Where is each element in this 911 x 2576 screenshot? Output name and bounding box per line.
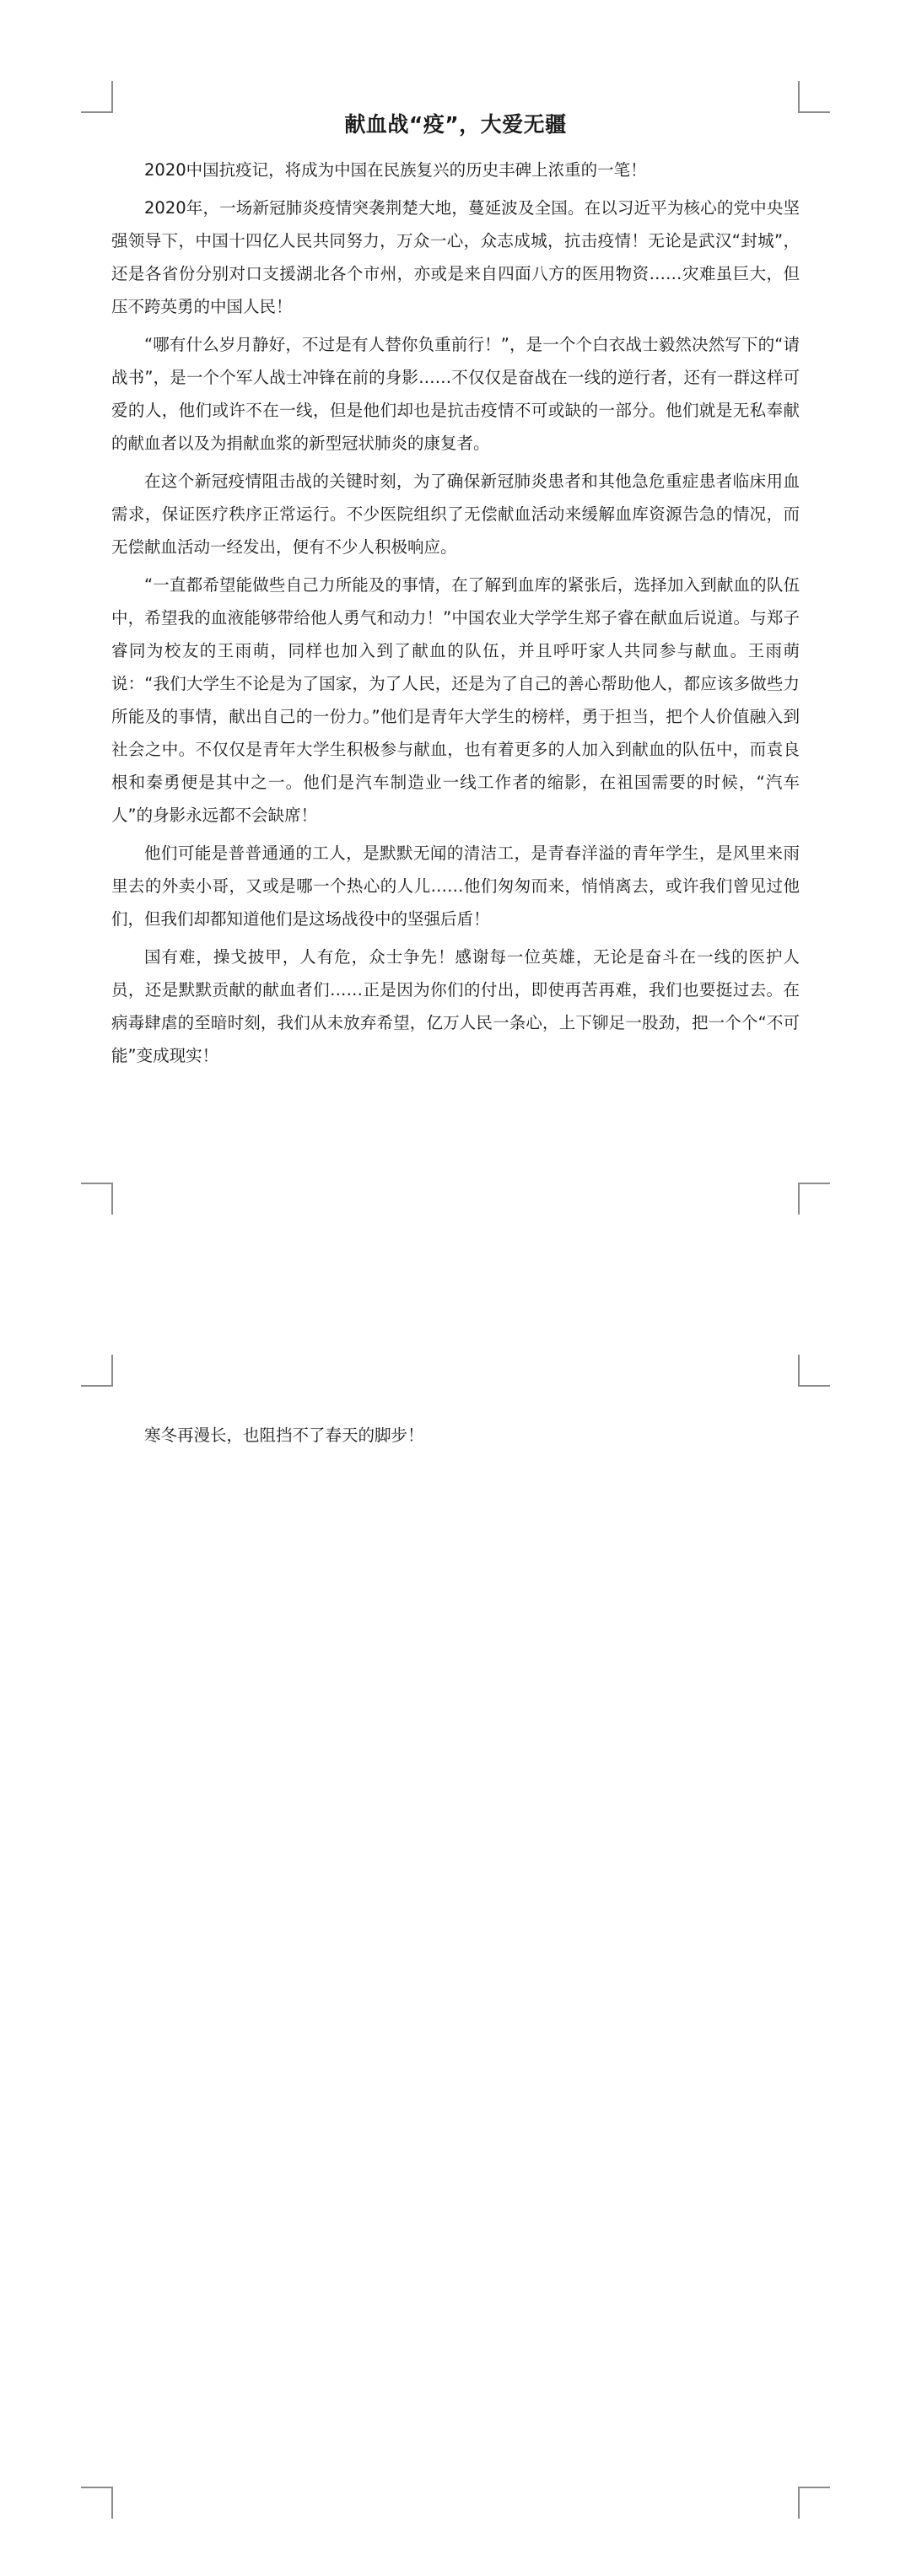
crop-mark-bottom-right <box>798 2487 830 2519</box>
document-body <box>111 154 800 1077</box>
paragraph: “哪有什么岁月静好，不过是有人替你负重前行！”，是一个个白衣战士毅然决然写下的“请战书”，是一个个军人战士冲锋在前的身影……不仅仅是奋战在一线的逆行者，还有一群这样可爱的人，他们或许不在一线，但是他们却也是抗击疫情不可或缺的一部分。他们就是无私奉献的献血者以及为捐献血浆的新型冠状肺炎的康复者。 <box>111 335 800 453</box>
crop-mark-top-left <box>81 81 113 113</box>
crop-mark-top-left <box>81 1355 113 1387</box>
paragraph: 在这个新冠疫情阻击战的关键时刻，为了确保新冠肺炎患者和其他急危重症患者临床用血需求，保证医疗秩序正常运行。不少医院组织了无偿献血活动来缓解血库资源告急的情况，而无偿献血活动一经发出，便有不少人积极响应。 <box>111 472 800 557</box>
crop-mark-bottom-left <box>81 2487 113 2519</box>
document-page-1 <box>0 0 911 1215</box>
crop-mark-top-right <box>798 1355 830 1387</box>
document-body-page-2 <box>111 1419 800 1452</box>
paragraph: 2020中国抗疫记，将成为中国在民族复兴的历史丰碑上浓重的一笔！ <box>144 160 647 180</box>
crop-mark-bottom-left <box>81 1183 113 1215</box>
paragraph: “一直都希望能做些自己力所能及的事情，在了解到血库的紧张后，选择加入到献血的队伍中，希望我的血液能够带给他人勇气和动力！”中国农业大学学生郑子睿在献血后说道。与郑子睿同为校友的王雨萌，同样也加入到了献血的队伍，并且呼吁家人共同参与献血。王雨萌说：“我们大学生不论是为了国家，为了人民，还是为了自己的善心帮助他人，都应该多做些力所能及的事情，献出自己的一份力。”他们是青年大学生的榜样，勇于担当，把个人价值融入到社会之中。不仅仅是青年大学生积极参与献血，也有着更多的人加入到献血的队伍中，而袁良根和秦勇便是其中之一。他们是汽车制造业一线工作者的缩影，在祖国需要的时候，“汽车人”的身影永远都不会缺席！ <box>111 575 800 825</box>
document-title: 献血战“疫”，大爱无疆 <box>344 112 567 137</box>
document-page-2 <box>0 1366 911 2576</box>
paragraph: 他们可能是普普通通的工人，是默默无闻的清洁工，是青春洋溢的青年学生，是风里来雨里去的外卖小哥，又或是哪一个热心的人儿……他们匆匆而来，悄悄离去，或许我们曾见过他们，但我们却都知道他们是这场战役中的坚强后盾！ <box>111 843 800 929</box>
paragraph: 2020年，一场新冠肺炎疫情突袭荆楚大地，蔓延波及全国。在以习近平为核心的党中央坚强领导下，中国十四亿人民共同努力，万众一心，众志成城，抗击疫情！无论是武汉“封城”，还是各省份分别对口支援湖北各个市州，亦或是来自四面八方的医用物资……灾难虽巨大，但压不跨英勇的中国人民！ <box>111 198 800 316</box>
crop-mark-top-right <box>798 81 830 113</box>
paragraph: 国有难，操戈披甲，人有危，众士争先！感谢每一位英雄，无论是奋斗在一线的医护人员，还是默默贡献的献血者们……正是因为你们的付出，即使再苦再难，我们也要挺过去。在病毒肆虐的至暗时刻，我们从未放弃希望，亿万人民一条心，上下铆足一股劲，把一个个“不可能”变成现实！ <box>111 947 800 1065</box>
paragraph: 寒冬再漫长，也阻挡不了春天的脚步！ <box>144 1425 424 1445</box>
crop-mark-bottom-right <box>798 1183 830 1215</box>
